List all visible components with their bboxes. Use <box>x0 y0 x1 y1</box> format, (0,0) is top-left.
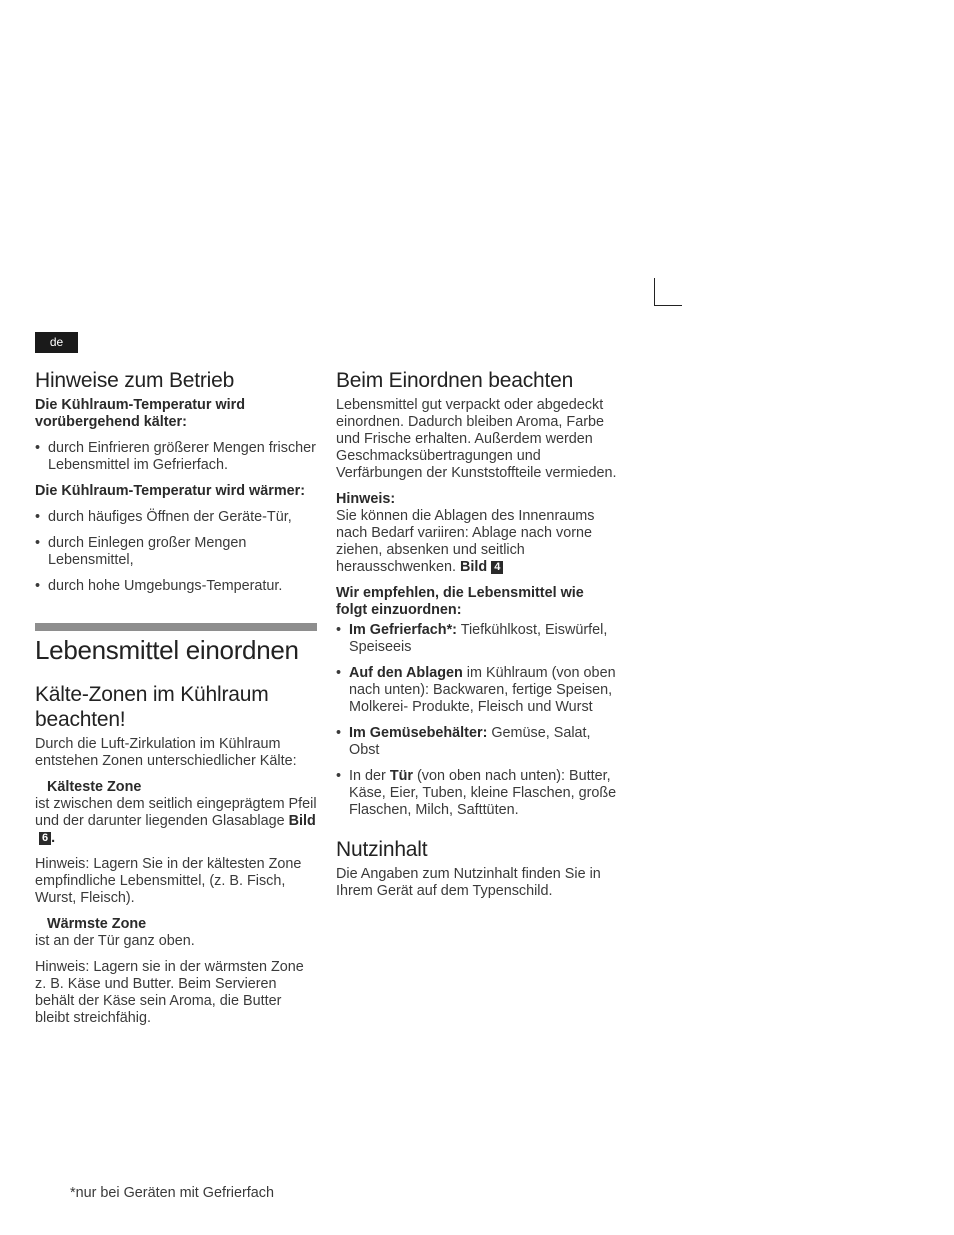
waermer-list <box>35 509 317 595</box>
empfehlung-list <box>336 622 618 819</box>
footnote: *nur bei Geräten mit Gefrierfach <box>70 1185 274 1201</box>
waermste-zone-label: Wärmste Zone <box>47 916 147 933</box>
list-item: • Im Gemüsebehälter: Gemüse, Salat, Obst <box>336 725 618 759</box>
hinweis-kalt: Hinweis: Lagern Sie in der kältesten Zone empfindliche Lebensmittel, (z. B. Fisch, Wurst, Fleisch). <box>35 856 302 907</box>
waermste-zone-text: ist an der Tür ganz oben. <box>35 933 195 950</box>
list-item: • durch Einfrieren größerer Mengen frischer Lebensmittel im Gefrierfach. <box>35 440 317 474</box>
list-item: • In der Tür (von oben nach unten): Butter, Käse, Eier, Tuben, kleine Flaschen, große Flaschen, Milch, Safttüten. <box>336 768 618 819</box>
list-item: • Im Gefrierfach*: Tiefkühlkost, Eiswürfel, Speiseeis <box>336 622 618 656</box>
language-tag: de <box>35 332 78 353</box>
kaelter-list <box>35 440 317 474</box>
heading-nutzinhalt: Nutzinhalt <box>336 838 428 862</box>
kaelteste-zone-text: ist zwischen dem seitlich eingeprägtem Pfeil und der darunter liegenden Glasablage Bild6 . <box>35 796 317 847</box>
hinweis-text: Sie können die Ablagen des Innenraums nach Bedarf variiren: Ablage nach vorne ziehen, absenken und seitlich herausschwenken. Bild 4 <box>336 508 595 576</box>
left-column <box>35 368 317 1027</box>
crop-corner-mark <box>654 278 682 306</box>
zonen-intro: Durch die Luft-Zirkulation im Kühlraum entstehen Zonen unterschiedlicher Kälte: <box>35 736 297 770</box>
list-item: • Auf den Ablagen im Kühlraum (von oben nach unten): Backwaren, fertige Speisen, Molkerei- Produkte, Fleisch und Wurst <box>336 665 618 716</box>
kaelteste-zone-label: Kälteste Zone <box>47 779 142 796</box>
figure-ref-label: Bild <box>460 559 488 576</box>
kaelter-heading: Die Kühlraum-Temperatur wird vorübergehend kälter: <box>35 397 246 431</box>
list-item: • durch häufiges Öffnen der Geräte-Tür, <box>35 509 317 526</box>
section-divider <box>35 623 317 631</box>
empfehlung-heading: Wir empfehlen, die Lebensmittel wie folgt einzuordnen: <box>336 585 584 619</box>
heading-beim-einordnen: Beim Einordnen beachten <box>336 369 574 392</box>
middle-column <box>336 368 618 900</box>
heading-hinweise-betrieb: Hinweise zum Betrieb <box>35 369 235 392</box>
figure-number-badge: 4 <box>491 561 503 574</box>
page-title: Lebensmittel einordnen <box>35 635 299 666</box>
figure-ref-label: Bild <box>288 813 316 830</box>
einordnen-text: Lebensmittel gut verpackt oder abgedeckt einordnen. Dadurch bleiben Aroma, Farbe und Frische erhalten. Außerdem werden Geschmacksübertragungen und Verfärbungen der Kunststoffteile vermieden. <box>336 397 617 482</box>
nutzinhalt-text: Die Angaben zum Nutzinhalt finden Sie in Ihrem Gerät auf dem Typenschild. <box>336 866 601 900</box>
list-item: • durch hohe Umgebungs-Temperatur. <box>35 578 317 595</box>
list-item: • durch Einlegen großer Mengen Lebensmittel, <box>35 535 317 569</box>
waermer-heading: Die Kühlraum-Temperatur wird wärmer: <box>35 483 306 500</box>
hinweis-label: Hinweis: <box>336 491 396 508</box>
heading-kaelte-zonen: Kälte-Zonen im Kühlraum beachten! <box>35 682 269 731</box>
figure-number-badge: 6 <box>39 832 51 845</box>
hinweis-warm: Hinweis: Lagern sie in der wärmsten Zone z. B. Käse und Butter. Beim Servieren behält der Käse sein Aroma, die Butter bleibt streichfähig. <box>35 959 304 1027</box>
